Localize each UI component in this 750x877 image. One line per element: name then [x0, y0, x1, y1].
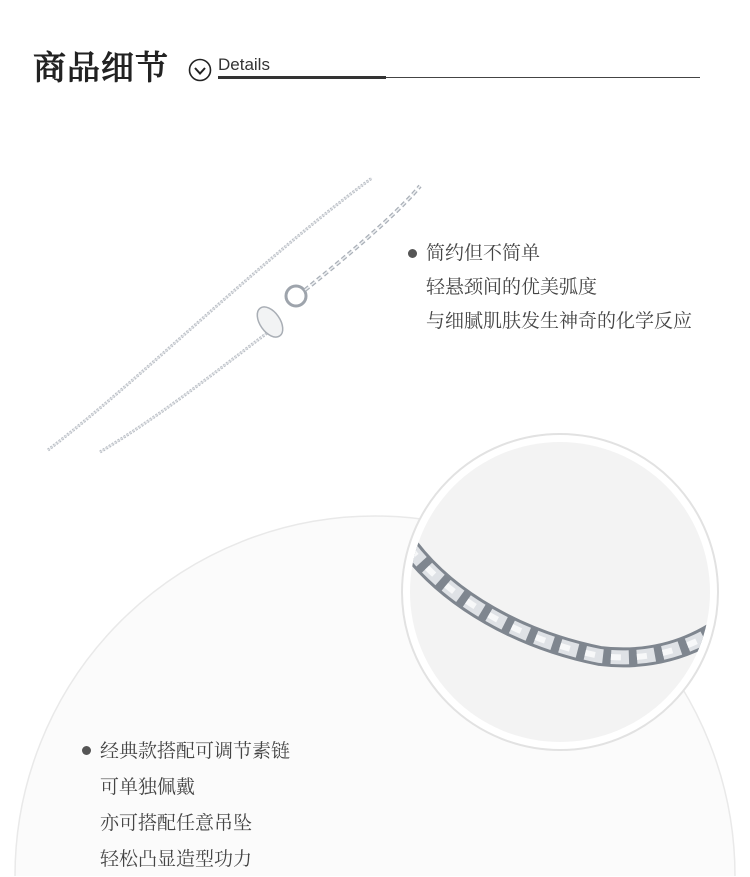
feature-2-line-1-text: 经典款搭配可调节素链: [100, 740, 291, 762]
feature-block-2: [100, 733, 290, 877]
bullet-dot-icon: [408, 249, 417, 258]
feature-2-line-1: [100, 733, 290, 769]
feature-1-line-3: 与细腻肌肤发生神奇的化学反应: [426, 310, 693, 332]
bullet-dot-icon: [82, 746, 91, 755]
feature-2-line-4: 轻松凸显造型功力: [100, 848, 253, 870]
feature-2-line-3: 亦可搭配任意吊坠: [100, 812, 253, 834]
feature-1-line-1: [426, 236, 692, 270]
feature-1-line-1-text: 简约但不简单: [426, 242, 541, 264]
feature-block-1: [426, 236, 692, 338]
section-title: 商品细节: [33, 48, 169, 87]
feature-1-line-2: 轻悬颈间的优美弧度: [426, 276, 598, 298]
necklace-chain-image: [48, 178, 420, 452]
feature-2-line-2: 可单独佩戴: [100, 776, 196, 798]
section-subtitle: Details: [218, 55, 270, 74]
chain-closeup-image: [402, 434, 720, 750]
